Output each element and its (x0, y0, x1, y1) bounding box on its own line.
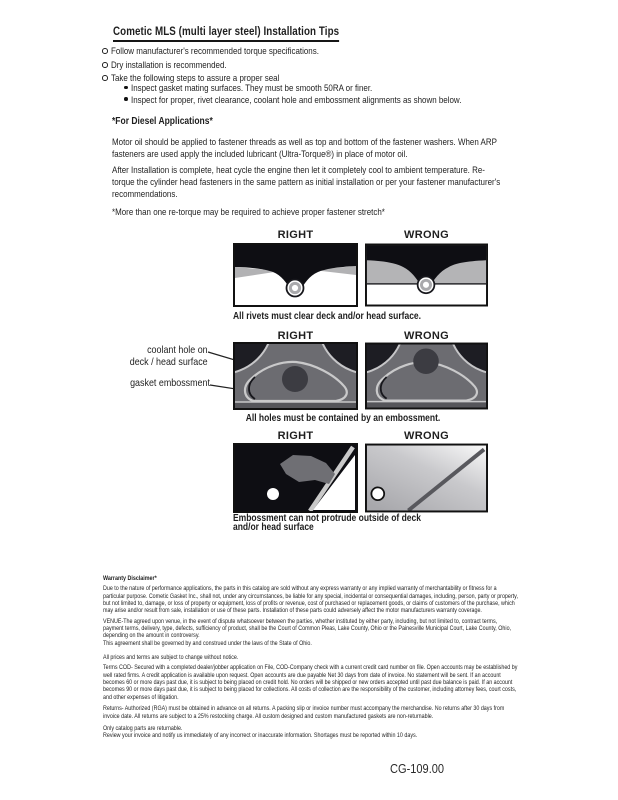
tip-text: Take the following steps to assure a proper seal (110, 72, 279, 83)
deck-area (366, 445, 487, 512)
coolant-hole (282, 366, 308, 392)
diagram-caption-protrude: Embossment can not protrude outside of deck and/or head surface (233, 513, 421, 534)
bullet-dot-icon (124, 97, 128, 101)
sub-tip-text: Inspect gasket mating surfaces. They must be smooth 50RA or finer. (130, 82, 372, 93)
tip-item (102, 60, 247, 70)
diagram-embossment-right (233, 342, 358, 410)
diesel-paragraph-1: Motor oil should be applied to fastener threads as well as top and bottom of the fastener washers. When ARP fasteners are used apply the included lubricant (Ultra-Torque®) in place of motor oil. (112, 136, 497, 159)
returns-paragraph: Returns- Authorized (RGA) must be obtained in advance on all returns. A packing slip or invoice number must accompany the merchandise. No returns after 30 days from invoice date. All returns are subject to a 25% restocking charge. All custom designed and custom manufactured gaskets are non-returnable. (103, 705, 505, 720)
venue-paragraph: VENUE-The agreed upon venue, in the event of dispute whatsoever between the parties, whether instituted by either party, including, but not limited to, contract terms, payment terms, delivery, type, defects, sufficiency of product, shall be the Court of Common Pleas, Lake County, Ohio or the Painesville Municipal Court, Lake County, Ohio, depending on the amount in controversy. (103, 617, 512, 640)
warranty-paragraph: Due to the nature of performance applications, the parts in this catalog are sold without any express warranty or any implied warranty of merchantability or fitness for a particular purpose. Cometic Gasket Inc., shall not, under any circumstances, be liable for any special, incidental or consequential damages, including, person, party or property, but not limited to, damage, or loss of property or equipment, loss of profits or revenue, cost of purchased or replacement goods, or claims of customers of the purchase, which may arise and/or result from sale, installation or use of these parts. Installation of these parts could adversely affect the motor manufacturers warranty coverage. (103, 585, 518, 615)
bolt-hole-icon (267, 488, 279, 500)
diagram-protrude-right (233, 443, 358, 513)
right-label: RIGHT (277, 330, 314, 342)
warranty-heading: Warranty Disclaimer* (103, 575, 157, 582)
wrong-label: WRONG (404, 229, 449, 241)
tip-text: Follow manufacturer's recommended torque specifications. (110, 45, 319, 56)
diagram-rivet-right (233, 243, 358, 307)
sub-tip-text: Inspect for proper, rivet clearance, coolant hole and embossment alignments as shown below. (130, 93, 462, 105)
coolant-hole (413, 348, 439, 374)
review-note: Review your invoice and notify us immediately of any incorrect or inaccurate information. Shortages must be reported within 10 days. (103, 732, 418, 740)
page-title: Cometic MLS (multi layer steel) Installation Tips (113, 26, 339, 42)
deck-strip (367, 402, 486, 408)
diagram-rivet-right-svg (233, 243, 358, 307)
coolant-hole-label: coolant hole on deck / head surface (130, 344, 208, 368)
deck-strip (235, 402, 356, 408)
diesel-paragraph-2: After Installation is complete, heat cycle the engine then let it completely cool to ambient temperature. Re-torque the cylinder head fasteners in the same pattern as initial installation or per your fastener manufacturer's recommendations. (112, 164, 501, 199)
diagram-caption-rivets: All rivets must clear deck and/or head surface. (233, 311, 422, 322)
returnable-note: Only catalog parts are returnable. (103, 724, 183, 732)
diagram-embossment-wrong (365, 342, 488, 410)
diagram-embossment-right-svg (233, 342, 358, 410)
gasket-embossment-label: gasket embossment (130, 377, 210, 389)
prices-note: All prices and terms are subject to change without notice. (103, 654, 239, 662)
diagram-embossment-wrong-svg (365, 342, 488, 410)
footer-code: CG-109.00 (390, 761, 445, 776)
diagram-caption-holes: All holes must be contained by an embossment. (245, 413, 441, 424)
bullet-marker-icon (102, 62, 108, 68)
sub-tip-item (124, 95, 519, 105)
diagram-protrude-right-svg (233, 443, 358, 513)
diagram-rivet-wrong (365, 243, 488, 307)
wrong-label: WRONG (404, 430, 449, 442)
right-label: RIGHT (277, 229, 314, 241)
retorque-note: *More than one re-torque may be required to achieve proper fastener stretch* (112, 206, 385, 217)
fine-print (103, 575, 519, 740)
sub-tip-item (124, 83, 414, 93)
bolt-hole-icon (371, 487, 384, 500)
terms-paragraph: Terms COD- Secured with a completed dealer/jobber application on File, COD-Company check with a current credit card number on file. Open accounts may be established by well rated firms. A credit application is available upon request. Open accounts are due payable Net 30 days from date of invoice. No statement will be sent. If an account becomes 60 or more days past due, it is subject to being placed on credit hold. No orders will be shipped or new orders accepted until past due balance is paid. If an account becomes 90 or more days past due, it is subject to being placed for collections. All costs of collection are the responsibility of the customer, including attorney fees, court costs, and other expenses of litigation. (103, 664, 518, 701)
diagram-protrude-wrong (365, 443, 488, 513)
diagram-rivet-wrong-svg (365, 243, 488, 307)
bullet-marker-icon (102, 75, 108, 81)
tip-text: Dry installation is recommended. (110, 58, 227, 70)
governing-law-line: This agreement shall be governed by and construed under the laws of the State of Ohio. (103, 639, 312, 647)
diagram-protrude-wrong-svg (365, 443, 488, 513)
right-label: RIGHT (277, 430, 314, 442)
tip-item (102, 46, 355, 56)
bullet-dot-icon (124, 86, 128, 90)
bullet-marker-icon (102, 48, 108, 54)
wrong-label: WRONG (404, 330, 449, 342)
diesel-heading: *For Diesel Applications* (112, 116, 213, 127)
